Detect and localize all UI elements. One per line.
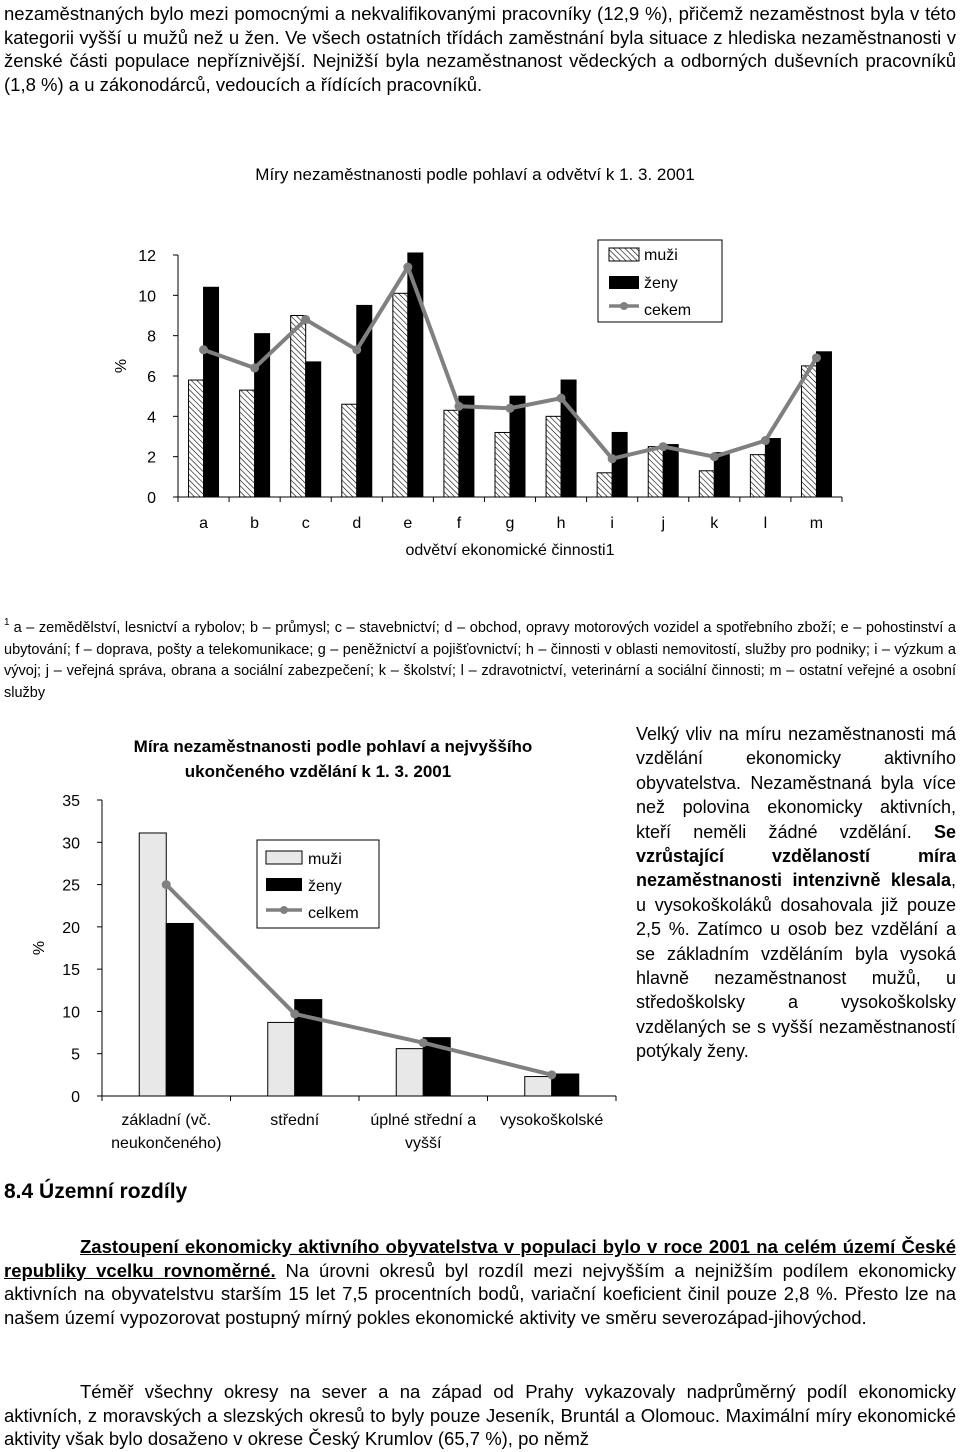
c2-ytick-1: 5 [71, 1046, 80, 1064]
c1-ytick-5: 10 [138, 288, 156, 306]
c1-xtick-0: a [199, 515, 208, 532]
c2-bar-zeny-3 [552, 1074, 579, 1096]
c1-ytick-1: 2 [147, 449, 156, 467]
c1-bar-muzi-4 [393, 293, 408, 497]
c1-point-celkem-12 [812, 353, 821, 362]
legend2-swatch-muzi [266, 851, 302, 864]
c1-bar-muzi-11 [750, 455, 765, 497]
c1-xtick-6: g [505, 515, 515, 532]
c1-xtick-11: l [763, 515, 768, 532]
section-p1-bold: Zastoupení ekonomicky aktivního obyvatelstva v populaci bylo v roce 2001 na celém území České republiky vcelku rovnoměrné. [4, 1236, 956, 1281]
c2-xtick-2-0: úplné střední a [370, 1112, 477, 1129]
c1-point-celkem-6 [506, 404, 515, 413]
c2-ytick-7: 35 [62, 793, 80, 810]
c1-bar-muzi-10 [699, 471, 714, 497]
section-paragraph-2 [4, 1380, 956, 1451]
c2-xtick-0-1: neukončeného) [111, 1135, 222, 1152]
footnote [4, 612, 956, 704]
footnote-mark: 1 [4, 617, 10, 628]
chart1-title: Míry nezaměstnanosti podle pohlaví a odvětví k 1. 3. 2001 [255, 165, 695, 184]
c1-bar-muzi-3 [342, 404, 357, 497]
chart2-ylabel: % [31, 940, 48, 956]
legend2-label-celkem: celkem [308, 905, 359, 922]
c1-bar-muzi-8 [597, 473, 612, 497]
c1-xtick-8: i [610, 515, 614, 532]
c1-bar-zeny-11 [765, 439, 780, 497]
c1-point-celkem-4 [403, 263, 412, 272]
legend2-marker-celkem [280, 906, 288, 914]
legend2-label-zeny: ženy [308, 878, 342, 895]
c2-point-celkem-1 [290, 1009, 299, 1018]
c2-bar-muzi-1 [268, 1022, 295, 1096]
c1-bar-muzi-7 [546, 416, 561, 497]
c1-bar-muzi-6 [495, 432, 510, 497]
legend-marker-celkem [620, 302, 628, 310]
section-paragraph-1 [4, 1235, 956, 1329]
c2-bar-muzi-3 [525, 1077, 552, 1096]
c1-xtick-3: d [352, 515, 362, 532]
c1-point-celkem-9 [659, 442, 668, 451]
chart1-xlabel: odvětví ekonomické činnosti1 [405, 542, 615, 559]
c1-point-celkem-11 [761, 436, 770, 445]
c1-bar-zeny-5 [459, 396, 474, 497]
c1-xtick-9: j [661, 515, 666, 532]
sidebar-text1: Velký vliv na míru nezaměstnanosti má vzdělání ekonomicky aktivního obyvatelstva. Nezaměstnaná byla více než polovina ekonomicky aktivních, kteří neměli žádné vzdělání. [636, 724, 956, 842]
c1-point-celkem-5 [454, 402, 463, 411]
c1-bar-muzi-0 [189, 380, 204, 497]
c1-point-celkem-1 [250, 363, 259, 372]
legend-swatch-zeny [609, 276, 639, 289]
chart-unemployment-by-education [0, 722, 630, 1162]
c2-ytick-4: 20 [62, 919, 80, 937]
c1-ytick-6: 12 [138, 248, 156, 265]
c1-xtick-5: f [456, 515, 462, 532]
c1-bar-zeny-0 [204, 287, 219, 497]
legend-label-celkem: cekem [644, 302, 692, 319]
c2-point-celkem-0 [162, 880, 171, 889]
intro-paragraph: nezaměstnaných bylo mezi pomocnými a nekvalifikovanými pracovníky (12,9 %), přičemž nezaměstnost byla v této kategorii vyšší u mužů než u žen. Ve všech ostatních třídách zaměstnání byla situace z hlediska nezaměstnanosti v ženské části populace nepříznivější. Nejnižší byla nezaměstnanost vědeckých a odborných duševních pracovníků (1,8 %) a u zákonodárců, vedoucích a řídících pracovníků. [4, 3, 956, 95]
c2-xtick-3: vysokoškolské [500, 1112, 604, 1129]
sidebar-bold: Se vzrůstající vzdělaností míra nezaměstnanosti intenzivně klesala [636, 821, 956, 891]
c1-bar-zeny-8 [612, 432, 627, 497]
c1-xtick-2: c [301, 515, 310, 532]
c1-xtick-1: b [250, 515, 260, 532]
c1-xtick-4: e [403, 515, 413, 532]
c1-xtick-12: m [809, 515, 824, 532]
c2-bar-muzi-0 [139, 833, 166, 1096]
c1-ytick-0: 0 [147, 490, 156, 507]
chart2-title-line2: ukončeného vzdělání k 1. 3. 2001 [184, 762, 452, 781]
c2-xtick-0-0: základní (vč. [121, 1112, 212, 1129]
chart1-legend [598, 240, 722, 322]
c1-point-celkem-8 [608, 454, 617, 463]
c2-bar-muzi-2 [396, 1049, 423, 1096]
c1-point-celkem-7 [557, 394, 566, 403]
sidebar-text2: , u vysokoškoláků dosahovala již pouze 2,5 %. Zatímco u osob bez vzdělání a se základním vzděláním byla vysoká hlavně nezaměstnanost mužů, u středoškolsky a vysokoškolsky vzdělaných se s vyšší nezaměstnaností potýkaly ženy. [636, 870, 956, 1062]
legend2-label-muzi: muži [308, 851, 342, 868]
c2-ytick-2: 10 [62, 1004, 80, 1022]
c2-xtick-2-1: vyšší [405, 1135, 442, 1152]
footnote-text: a – zemědělství, lesnictví a rybolov; b – průmysl; c – stavebnictví; d – obchod, opravy motorových vozidel a spotřebního zboží; e – pohostinství a ubytování; f – doprava, pošty a telekomunikace; g – peněžnictví a pojišťovnictví; h – činnosti v oblasti nemovitostí, služby pro podniky; i – výzkum a vývoj; j – veřejná správa, obrana a sociální zabezpečení; k – školství; l – zdravotnictví, veterinární a sociální činnosti; m – ostatní veřejné a osobní služby [4, 620, 956, 701]
legend2-swatch-zeny [266, 878, 302, 891]
c2-ytick-6: 30 [62, 835, 80, 853]
chart1-ylabel: % [113, 358, 130, 374]
c2-ytick-5: 25 [62, 877, 80, 895]
c1-bar-zeny-9 [663, 445, 678, 497]
c1-bar-muzi-5 [444, 410, 459, 497]
c2-point-celkem-2 [419, 1038, 428, 1047]
c1-bar-zeny-12 [816, 352, 831, 497]
c1-bar-muzi-2 [291, 316, 306, 498]
c1-bar-zeny-2 [306, 362, 321, 497]
c1-ytick-2: 4 [147, 409, 156, 427]
section-p2: Téměř všechny okresy na sever a na západ od Prahy vykazovaly nadprůměrný podíl ekonomicky aktivních, z moravských a slezských okresů to byly pouze Jeseník, Bruntál a Olomouc. Maximální míry ekonomické aktivity však bylo dosaženo v okrese Český Krumlov (65,7 %), po němž [4, 1381, 956, 1449]
c1-ytick-3: 6 [147, 369, 156, 386]
chart-unemployment-by-sector [0, 150, 960, 580]
section-p1-rest: Na úrovni okresů byl rozdíl mezi nejvyšším a nejnižším podílem ekonomicky aktivních na obyvatelstvu starším 15 let 7,5 procentních bodů, variační koeficient činil pouze 2,8 %. Přesto lze na našem území vypozorovat postupný mírný pokles ekonomické aktivity ve směru severozápad-jihovýchod. [4, 1259, 956, 1328]
c2-ytick-3: 15 [62, 962, 80, 980]
c2-xtick-1: střední [270, 1112, 320, 1129]
c2-ytick-0: 0 [71, 1089, 80, 1106]
chart2-title-line1: Míra nezaměstnanosti podle pohlaví a nejvyššího [133, 737, 533, 756]
c1-point-celkem-3 [352, 345, 361, 354]
c1-bar-muzi-9 [648, 447, 663, 497]
legend-label-zeny: ženy [644, 275, 678, 292]
legend-label-muzi: muži [644, 247, 678, 264]
c1-ytick-4: 8 [147, 328, 156, 346]
c1-xtick-10: k [710, 515, 719, 532]
chart2-legend [257, 840, 379, 928]
c1-point-celkem-10 [710, 452, 719, 461]
c1-bar-muzi-1 [240, 390, 255, 497]
c1-point-celkem-0 [199, 345, 208, 354]
section-heading: 8.4 Územní rozdíly [4, 1180, 188, 1203]
legend-swatch-muzi [609, 248, 639, 261]
c1-bar-muzi-12 [801, 366, 816, 497]
sidebar-paragraph [636, 722, 956, 1064]
c2-point-celkem-3 [547, 1070, 556, 1079]
c1-xtick-7: h [556, 515, 566, 532]
c2-bar-zeny-0 [166, 923, 193, 1096]
c1-point-celkem-2 [301, 315, 310, 324]
